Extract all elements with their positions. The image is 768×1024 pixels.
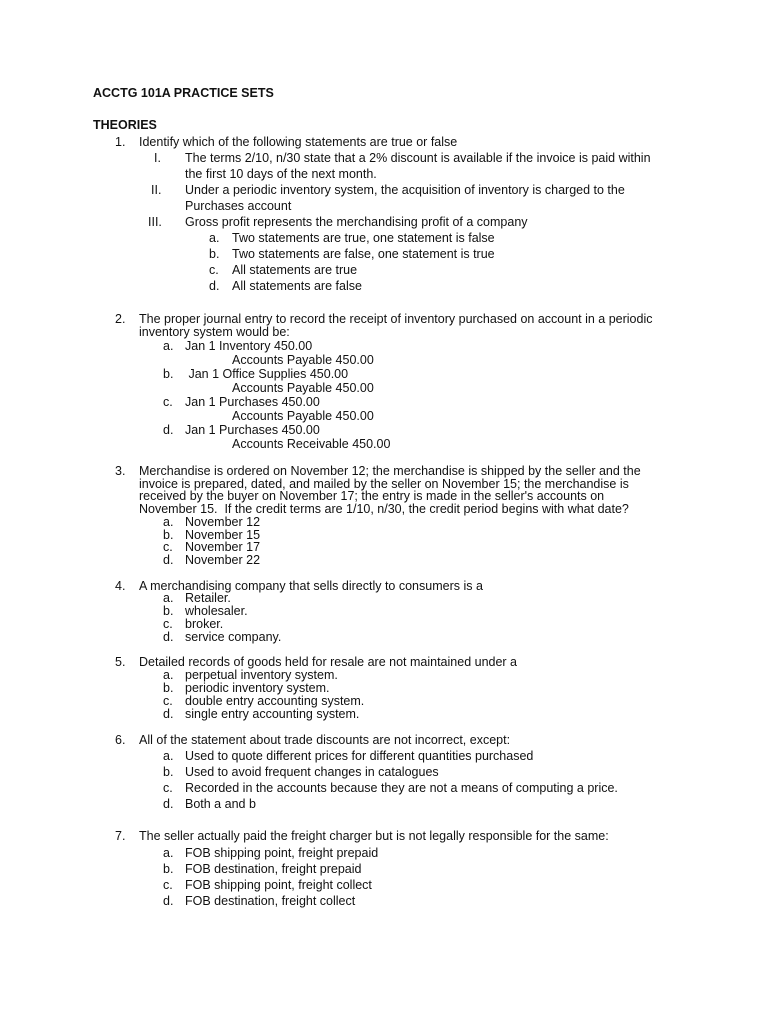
choice-letter: b. <box>163 681 174 695</box>
choice-text: November 17 <box>185 540 261 554</box>
question-text: A merchandising company that sells directly to consumers is a <box>139 579 483 593</box>
choice-text: Both a and b <box>185 797 256 811</box>
statement-number: I. <box>154 151 161 165</box>
choice-letter: c. <box>163 781 173 795</box>
choice-letter: d. <box>163 553 174 567</box>
choice-text: All statements are false <box>232 279 362 293</box>
choice-letter: c. <box>163 694 173 708</box>
choice-letter: a. <box>163 591 174 605</box>
choice-text: Two statements are true, one statement is false <box>232 231 495 245</box>
choice-letter: d. <box>163 707 174 721</box>
choice-letter: d. <box>163 797 174 811</box>
question-text: Detailed records of goods held for resale are not maintained under a <box>139 655 518 669</box>
choice-letter: c. <box>163 617 173 631</box>
choice-text: Jan 1 Purchases 450.00 <box>185 423 320 437</box>
choice-text: perpetual inventory system. <box>185 668 338 682</box>
choice-text: Retailer. <box>185 591 231 605</box>
choice-letter: a. <box>163 515 174 529</box>
choice-subtext: Accounts Payable 450.00 <box>232 353 374 367</box>
question-text: invoice is prepared, dated, and mailed by the seller on November 15; the merchandise is <box>139 477 629 491</box>
section-heading: THEORIES <box>93 118 157 132</box>
question-number: 6. <box>115 733 126 747</box>
question-text: The proper journal entry to record the receipt of inventory purchased on account in a periodic <box>139 312 653 326</box>
choice-text: single entry accounting system. <box>185 707 360 721</box>
choice-subtext: Accounts Payable 450.00 <box>232 409 374 423</box>
question-number: 4. <box>115 579 126 593</box>
question-text: received by the buyer on November 17; the entry is made in the seller's accounts on <box>139 489 605 503</box>
choice-text: periodic inventory system. <box>185 681 330 695</box>
choice-text: wholesaler. <box>185 604 248 618</box>
choice-letter: c. <box>163 540 173 554</box>
choice-letter: a. <box>163 749 174 763</box>
choice-letter: d. <box>163 630 174 644</box>
question-number: 2. <box>115 312 126 326</box>
choice-text: broker. <box>185 617 224 631</box>
choice-letter: b. <box>163 862 174 876</box>
statement-text: Purchases account <box>185 199 292 213</box>
question-text: Identify which of the following statements are true or false <box>139 135 458 149</box>
choice-text: Used to avoid frequent changes in catalogues <box>185 765 439 779</box>
statement-text: Under a periodic inventory system, the acquisition of inventory is charged to the <box>185 183 625 197</box>
choice-letter: a. <box>209 231 220 245</box>
choice-letter: d. <box>163 423 174 437</box>
statement-number: III. <box>148 215 162 229</box>
choice-text: All statements are true <box>232 263 358 277</box>
choice-letter: c. <box>163 878 173 892</box>
choice-text: Jan 1 Purchases 450.00 <box>185 395 320 409</box>
question-text: inventory system would be: <box>139 325 290 339</box>
statement-text: Gross profit represents the merchandising profit of a company <box>185 215 528 229</box>
question-text: The seller actually paid the freight charger but is not legally responsible for the same: <box>139 829 609 843</box>
choice-subtext: Accounts Receivable 450.00 <box>232 437 391 451</box>
choice-letter: d. <box>209 279 220 293</box>
choice-letter: b. <box>163 604 174 618</box>
question-text: All of the statement about trade discounts are not incorrect, except: <box>139 733 511 747</box>
choice-text: November 15 <box>185 528 261 542</box>
document-title: ACCTG 101A PRACTICE SETS <box>93 86 274 100</box>
choice-text: FOB shipping point, freight collect <box>185 878 372 892</box>
choice-text: Jan 1 Inventory 450.00 <box>185 339 313 353</box>
statement-text: The terms 2/10, n/30 state that a 2% discount is available if the invoice is paid within <box>185 151 651 165</box>
statement-number: II. <box>151 183 162 197</box>
choice-text: Two statements are false, one statement is true <box>232 247 495 261</box>
choice-letter: c. <box>163 395 173 409</box>
choice-text: FOB shipping point, freight prepaid <box>185 846 379 860</box>
choice-letter: b. <box>209 247 220 261</box>
choice-text: service company. <box>185 630 282 644</box>
choice-letter: b. <box>163 367 174 381</box>
choice-text: FOB destination, freight prepaid <box>185 862 362 876</box>
choice-letter: b. <box>163 528 174 542</box>
question-number: 7. <box>115 829 126 843</box>
choice-letter: c. <box>209 263 219 277</box>
choice-letter: b. <box>163 765 174 779</box>
choice-text: November 22 <box>185 553 261 567</box>
choice-letter: d. <box>163 894 174 908</box>
question-text: Merchandise is ordered on November 12; the merchandise is shipped by the seller and the <box>139 464 641 478</box>
question-number: 5. <box>115 655 126 669</box>
choice-letter: a. <box>163 339 174 353</box>
statement-text: the first 10 days of the next month. <box>185 167 377 181</box>
question-text: November 15. If the credit terms are 1/10, n/30, the credit period begins with what date? <box>139 502 629 516</box>
choice-letter: a. <box>163 846 174 860</box>
choice-text: double entry accounting system. <box>185 694 365 708</box>
choice-text: Jan 1 Office Supplies 450.00 <box>185 367 349 381</box>
choice-letter: a. <box>163 668 174 682</box>
choice-subtext: Accounts Payable 450.00 <box>232 381 374 395</box>
choice-text: Recorded in the accounts because they are not a means of computing a price. <box>185 781 618 795</box>
question-number: 1. <box>115 135 126 149</box>
choice-text: Used to quote different prices for different quantities purchased <box>185 749 534 763</box>
choice-text: November 12 <box>185 515 261 529</box>
question-number: 3. <box>115 464 126 478</box>
choice-text: FOB destination, freight collect <box>185 894 356 908</box>
